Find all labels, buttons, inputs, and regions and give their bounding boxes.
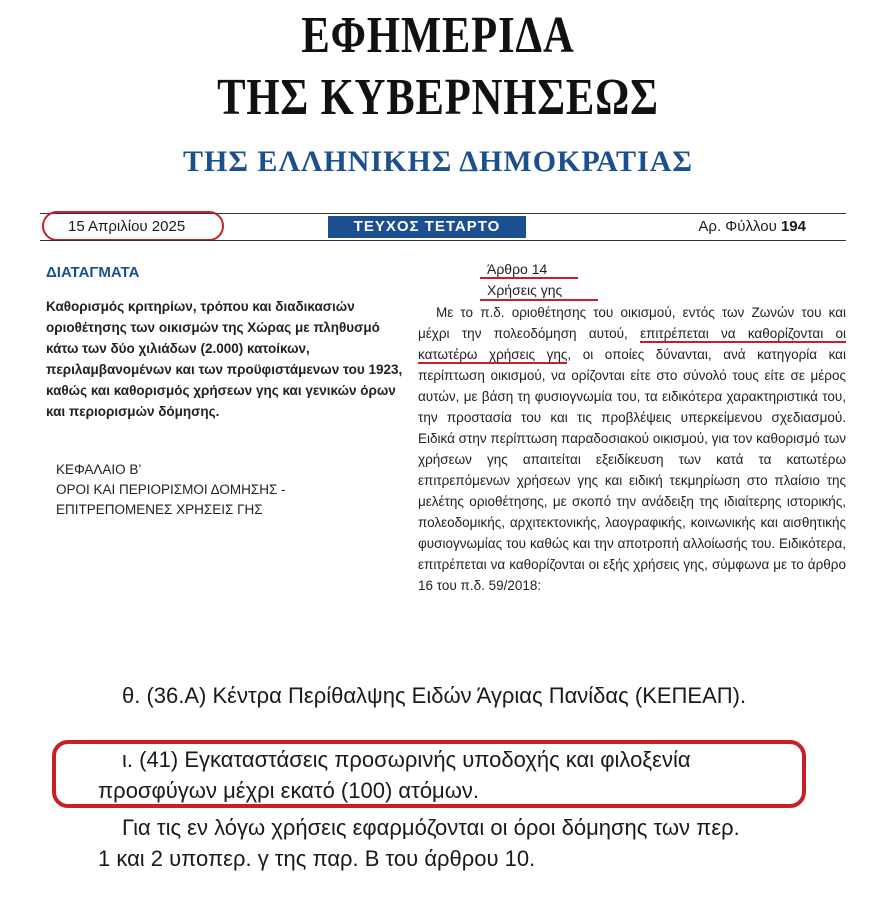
article-body-highlight: επιτρέπεται να καθορίζονται οι κατωτέρω χρήσεις γης <box>418 326 846 362</box>
issue-label: ΤΕΥΧΟΣ ΤΕΤΑΡΤΟ <box>328 216 526 238</box>
chapter-line: ΚΕΦΑΛΑΙΟ Β’ <box>56 462 142 477</box>
header-rule-bottom <box>40 240 846 241</box>
highlight-box <box>52 740 806 808</box>
sheet-label: Αρ. Φύλλου <box>698 218 777 235</box>
article-title-underline <box>480 299 598 301</box>
section-heading: ΔΙΑΤΑΓΜΑΤΑ <box>46 264 140 281</box>
article-title: Χρήσεις γης <box>487 282 563 298</box>
masthead-title-line2: ΤΗΣ ΚΥΒΕΡΝΗΣΕΩΣ <box>217 69 659 126</box>
article-body-part: , οι οποίες δύνανται, ανά κατηγορία και περίπτωση οικισμού, να ορίζονται είτε στο σύνολό τους είτε σε μέρος αυτών, με βάση τη φυσιογνωμία του, τα ειδικότερα χαρακτηριστικά του, την προστασία του και τις προβλέψεις υπερκείμενου σχεδιασμού. Ειδικά στην περίπτωση παραδοσιακού οικισμού, για τον καθορισμό των χρήσεων γης απαιτείται εξειδίκευση των κατά τα κατωτέρω επιτρεπόμενων χρήσεων γης και ειδική τεκμηρίωση στο πλαίσιο της μελέτης οριοθέτησης, με σκοπό την ανάδειξη της ιδιαίτερης ιστορικής, πολεοδομικής, αρχιτεκτονικής, λαογραφικής, κοινωνικής και αισθητικής φυσιογνωμίας του καθώς και την αποτροπή αλλοίωσής του. Ειδικότερα, επιτρέπεται να καθορίζονται οι εξής χρήσεις γης, σύμφωνα με το άρθρο 16 του π.δ. 59/2018: <box>418 347 846 593</box>
article-number: Άρθρο 14 <box>487 261 548 277</box>
excerpt-item-iota: ι. (41) Εγκαταστάσεις προσωρινής υποδοχής και φιλοξενία προσφύγων μέχρι εκατό (100) ατόμων. <box>98 747 691 803</box>
masthead-subtitle: ΤΗΣ ΕΛΛΗΝΙΚΗΣ ΔΗΜΟΚΡΑΤΙΑΣ <box>182 145 694 178</box>
chapter-heading <box>56 460 406 520</box>
chapter-line: ΕΠΙΤΡΕΠΟΜΕΝΕΣ ΧΡΗΣΕΙΣ ΓΗΣ <box>56 502 263 517</box>
excerpt-closing: Για τις εν λόγω χρήσεις εφαρμόζονται οι όροι δόμησης των περ. 1 και 2 υποπερ. γ της παρ. Β του άρθρου 10. <box>98 815 740 871</box>
article-number-underline <box>480 277 578 279</box>
decree-title: Καθορισμός κριτηρίων, τρόπου και διαδικασιών οριοθέτησης των οικισμών της Χώρας με πληθυσμό κάτω των δύο χιλιάδων (2.000) κατοίκων, περιλαμβανομένων και των προϋφιστάμενων του 1923, καθώς και καθορισμός χρήσεων γης και γενικών όρων και περιορισμών δόμησης. <box>46 299 403 419</box>
date-annotation-oval <box>42 211 224 241</box>
sheet-number: 194 <box>780 218 806 235</box>
chapter-line: ΟΡΟΙ ΚΑΙ ΠΕΡΙΟΡΙΣΜΟΙ ΔΟΜΗΣΗΣ - <box>56 482 286 497</box>
article-body <box>418 302 846 596</box>
excerpt-item-theta: θ. (36.Α) Κέντρα Περίθαλψης Ειδών Άγριας Πανίδας (ΚΕΠΕΑΠ). <box>122 683 747 708</box>
masthead-title-line1: ΕΦΗΜΕΡΙΔΑ <box>301 7 575 64</box>
sheet-number-block <box>698 216 806 238</box>
issue-date: 15 Απριλίου 2025 <box>68 218 186 235</box>
article-body-part: Με το π.δ. οριοθέτησης του οικισμού, εντός των Ζωνών του και μέχρι την πολεοδόμηση αυτού, <box>418 305 846 341</box>
